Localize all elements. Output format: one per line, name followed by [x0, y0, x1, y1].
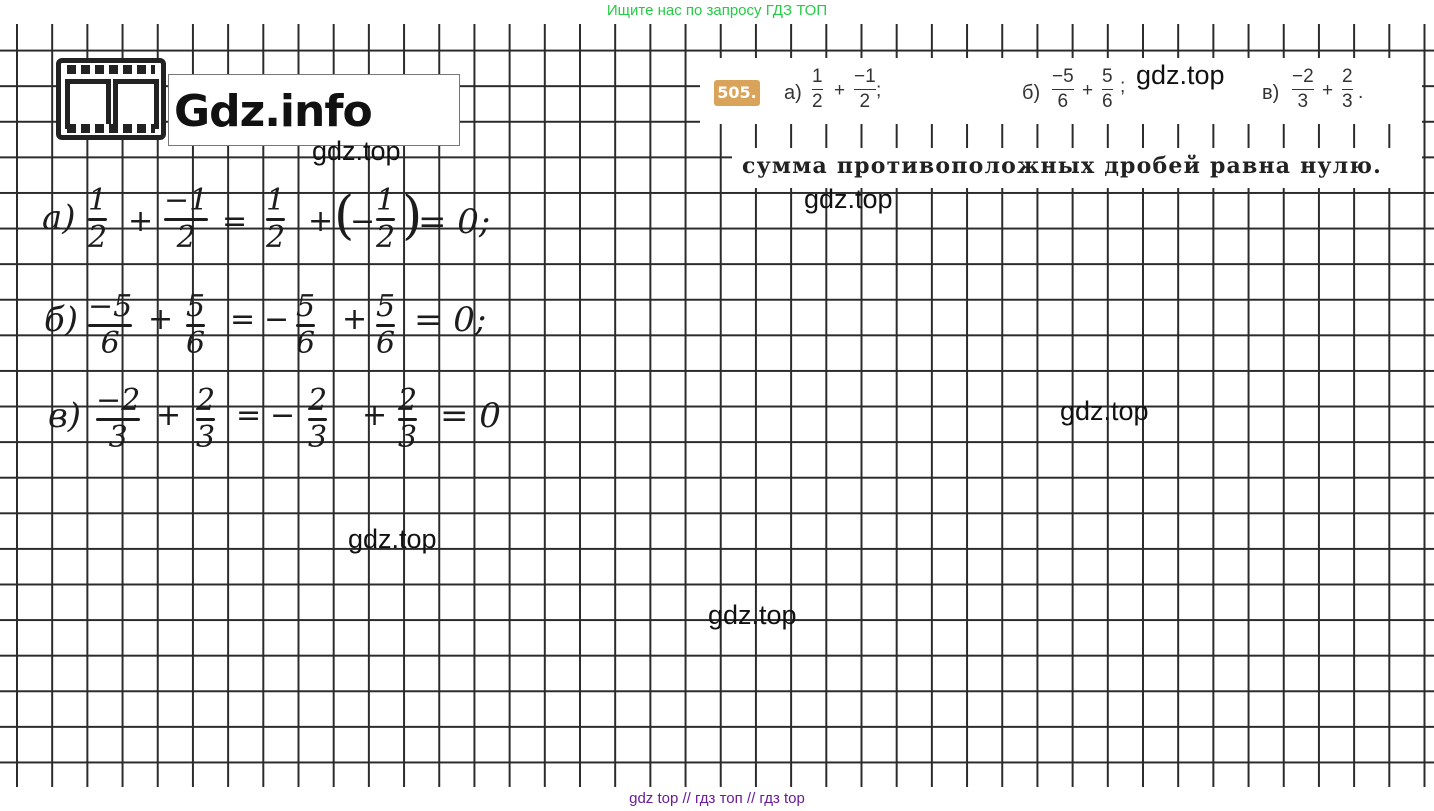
- film-strip-icon: [56, 58, 166, 140]
- minus-sign: −: [264, 302, 290, 337]
- watermark: gdz.top: [348, 524, 437, 554]
- handwritten-fraction: 1 2: [88, 183, 108, 255]
- punctuation: ;: [876, 80, 882, 101]
- minus-sign: −: [350, 204, 376, 239]
- watermark: gdz.top: [804, 184, 893, 214]
- plus-sign: +: [342, 302, 368, 337]
- handwritten-fraction: −5 6: [88, 289, 133, 361]
- watermark: gdz.top: [708, 600, 797, 630]
- open-paren: (: [334, 186, 355, 246]
- book-fraction: −2 3: [1292, 66, 1314, 112]
- handwritten-fraction: 5 6: [186, 289, 206, 361]
- part-b-label: б): [1022, 82, 1041, 104]
- solution-label: б): [44, 300, 79, 340]
- handwritten-fraction: −1 2: [164, 183, 209, 255]
- book-fraction: 1 2: [812, 66, 823, 112]
- plus-sign: +: [128, 204, 154, 239]
- punctuation: ;: [1120, 76, 1126, 97]
- solution-result: = 0: [440, 396, 501, 436]
- plus-sign: +: [148, 302, 174, 337]
- solution-label: а): [42, 198, 76, 238]
- part-c-label: в): [1262, 82, 1280, 104]
- equals-sign: =: [236, 398, 262, 433]
- top-banner[interactable]: Ищите нас по запросу ГДЗ ТОП: [0, 0, 1434, 24]
- solution-result: = 0;: [418, 202, 491, 242]
- bottom-banner[interactable]: gdz top // гдз топ // гдз top: [0, 787, 1434, 811]
- book-fraction: −1 2: [854, 66, 876, 112]
- watermark: gdz.top: [1136, 60, 1225, 90]
- plus-sign: +: [1322, 80, 1334, 101]
- handwritten-fraction: 2 3: [308, 383, 328, 455]
- plus-sign: +: [156, 398, 182, 433]
- textbook-problem: [700, 58, 1422, 124]
- plus-sign: +: [308, 204, 334, 239]
- handwritten-fraction: 5 6: [376, 289, 396, 361]
- part-a-label: а): [784, 82, 802, 104]
- handwritten-fraction: 1 2: [376, 183, 396, 255]
- close-paren: ): [402, 186, 423, 246]
- logo-text: Gdz.info: [174, 86, 372, 137]
- solution-label: в): [48, 396, 82, 436]
- handwritten-fraction: 1 2: [266, 183, 286, 255]
- handwritten-fraction: −2 3: [96, 383, 141, 455]
- book-fraction: 5 6: [1102, 66, 1113, 112]
- textbook-rule-text: сумма противоположных дробей равна нулю.: [732, 148, 1422, 188]
- equals-sign: =: [230, 302, 256, 337]
- punctuation: .: [1358, 82, 1364, 103]
- solution-result: = 0;: [414, 300, 487, 340]
- handwritten-fraction: 2 3: [196, 383, 216, 455]
- gdz-info-logo: [56, 58, 460, 144]
- equals-sign: =: [222, 204, 248, 239]
- minus-sign: −: [270, 398, 296, 433]
- watermark: gdz.top: [1060, 396, 1149, 426]
- plus-sign: +: [362, 398, 388, 433]
- watermark: gdz.top: [312, 136, 401, 166]
- book-fraction: 2 3: [1342, 66, 1353, 112]
- problem-number-badge: 505.: [714, 80, 760, 106]
- book-fraction: −5 6: [1052, 66, 1074, 112]
- plus-sign: +: [834, 80, 846, 101]
- handwritten-fraction: 2 3: [398, 383, 418, 455]
- plus-sign: +: [1082, 80, 1094, 101]
- handwritten-fraction: 5 6: [296, 289, 316, 361]
